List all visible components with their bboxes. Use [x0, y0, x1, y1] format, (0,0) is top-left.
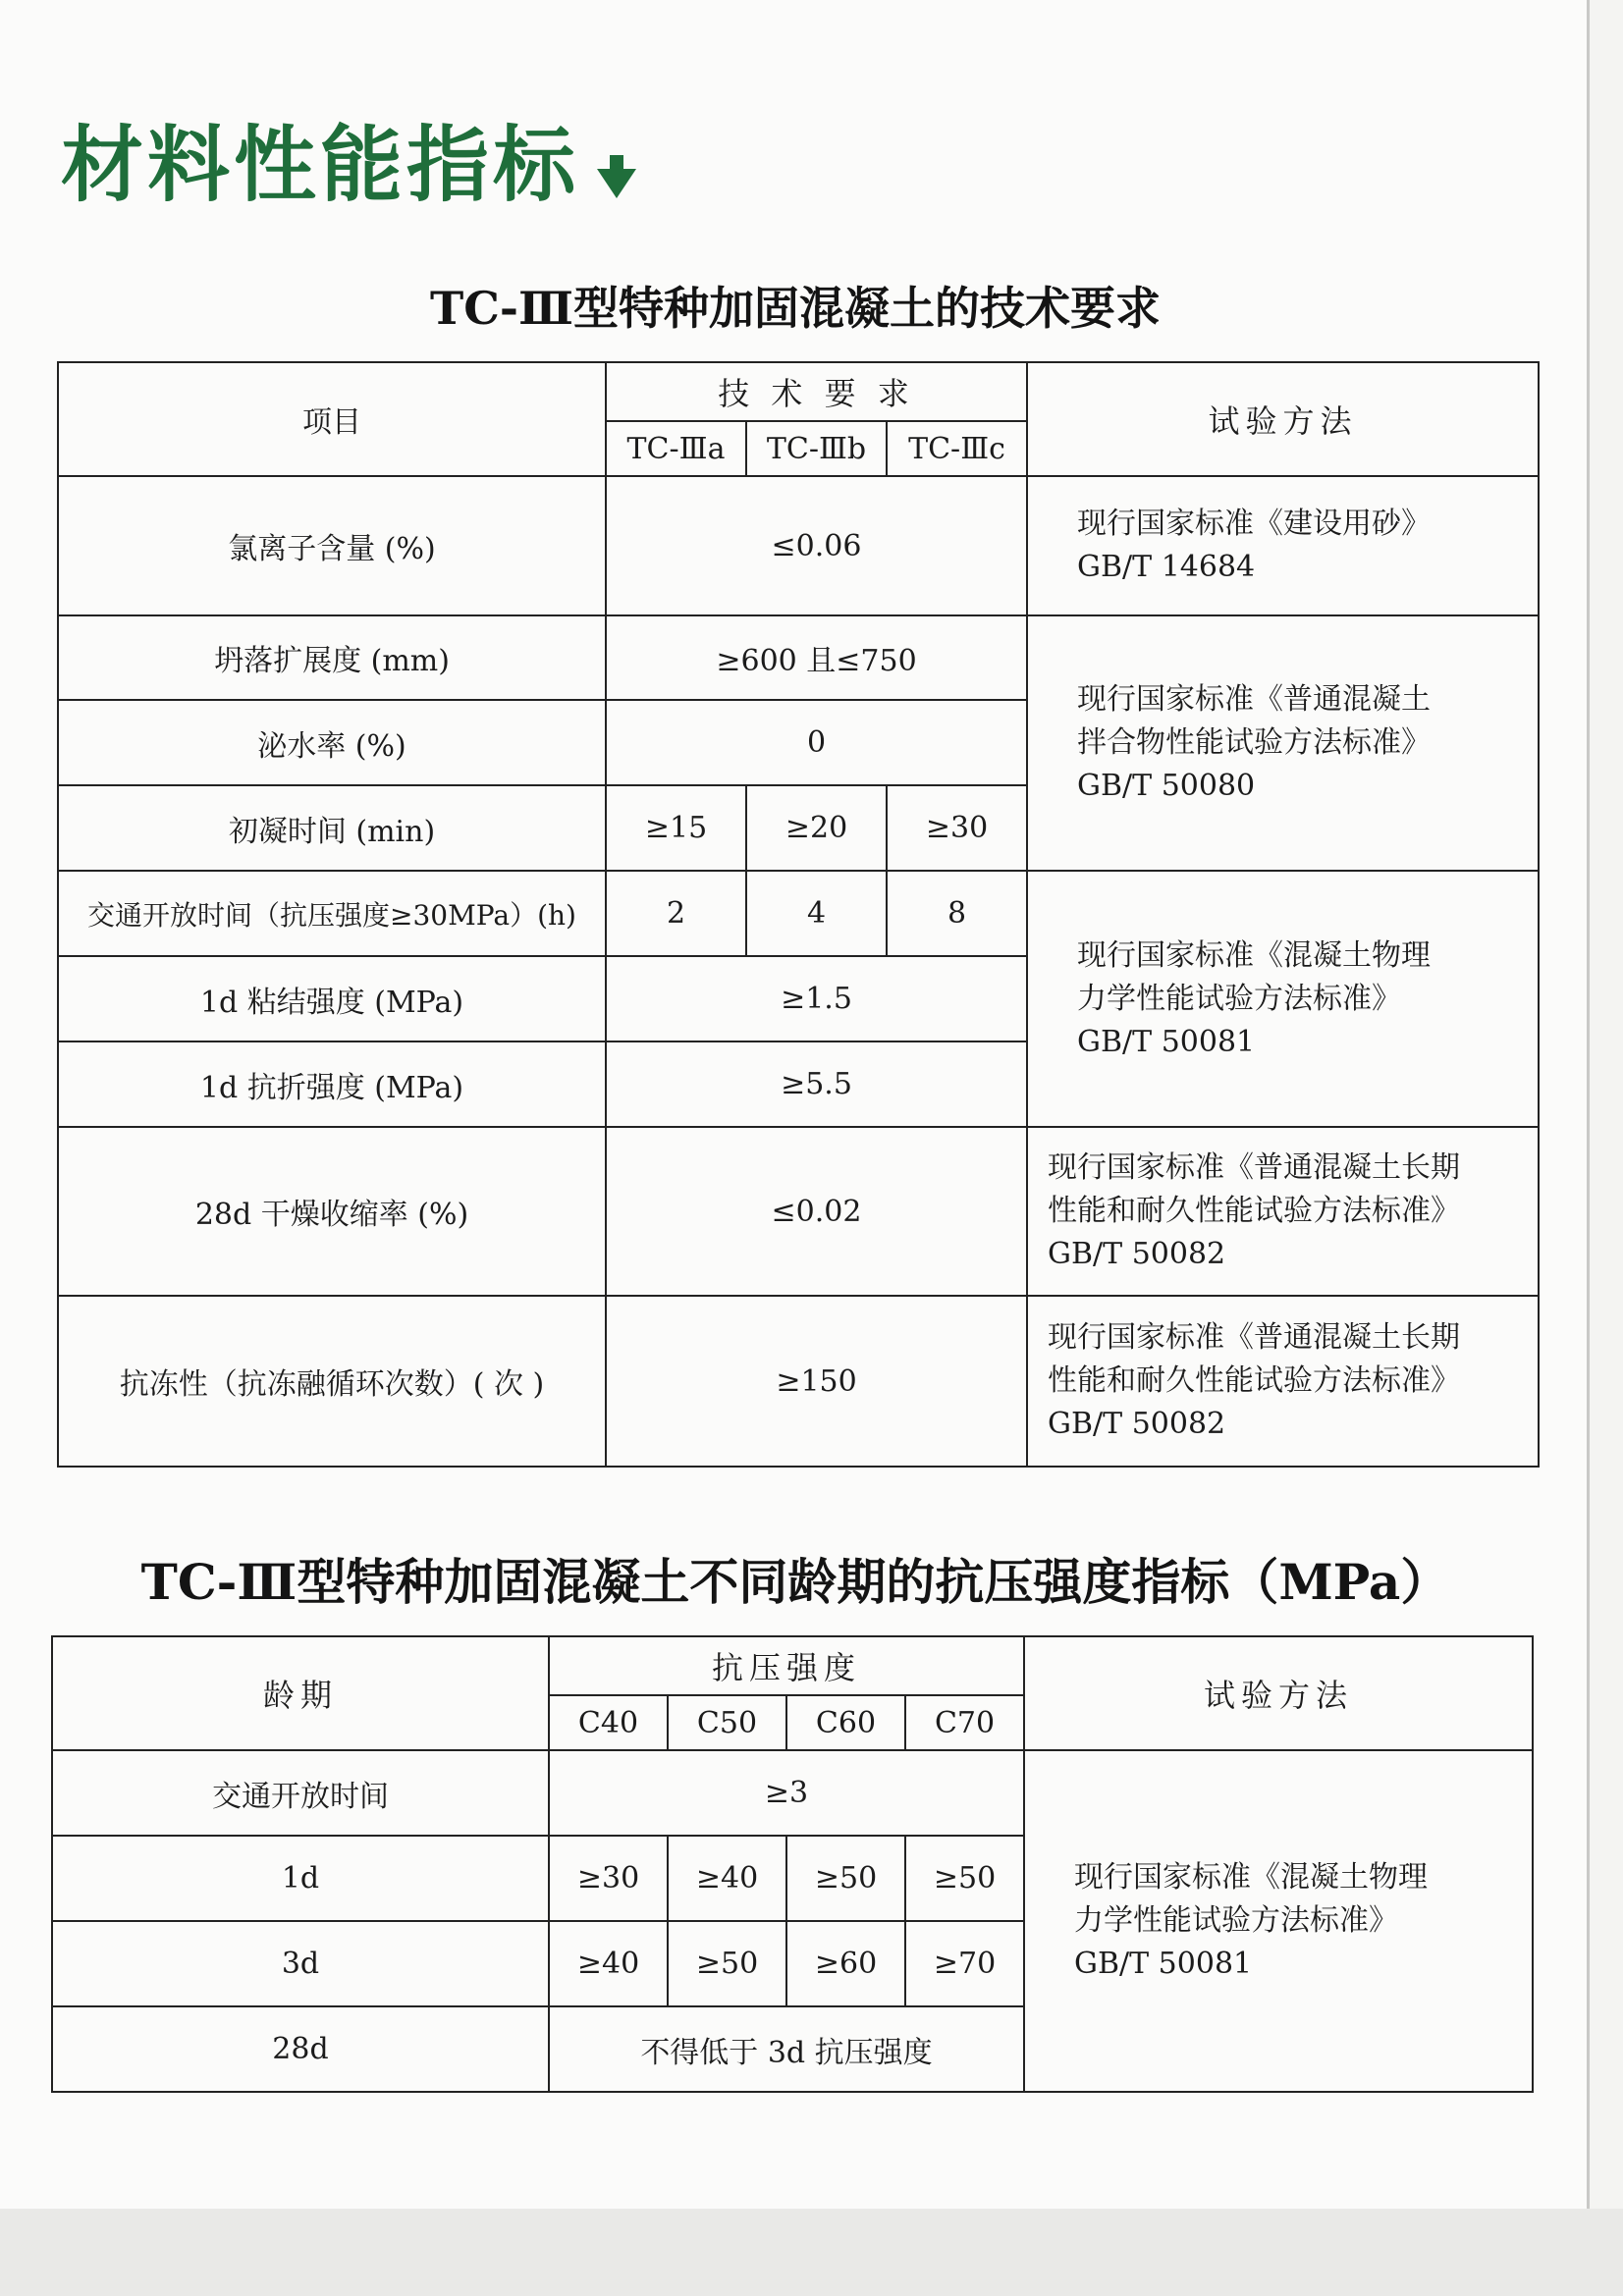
row-test-method: 现行国家标准《混凝土物理 力学性能试验方法标准》 GB/T 50081 — [1027, 871, 1539, 1127]
table2-title: TC-Ⅲ型特种加固混凝土不同龄期的抗压强度指标（MPa） — [140, 1553, 1450, 1611]
row-age: 1d — [52, 1836, 549, 1921]
row-value: ≥30 — [549, 1836, 668, 1921]
row-test-method: 现行国家标准《普通混凝土长期 性能和耐久性能试验方法标准》 GB/T 50082 — [1027, 1296, 1539, 1467]
row-item: 28d 干燥收缩率 (%) — [58, 1127, 606, 1296]
header-type-b: TC-Ⅲb — [746, 421, 887, 476]
row-value: ≥40 — [668, 1836, 786, 1921]
row-item: 初凝时间 (min) — [58, 785, 606, 871]
row-item: 1d 粘结强度 (MPa) — [58, 956, 606, 1041]
row-age: 3d — [52, 1921, 549, 2006]
row-value: ≥30 — [887, 785, 1027, 871]
header-grade-c60: C60 — [786, 1695, 905, 1750]
row-value: ≥150 — [606, 1296, 1027, 1467]
row-value: 2 — [606, 871, 746, 956]
row-age: 交通开放时间 — [52, 1750, 549, 1836]
header-age: 龄期 — [52, 1636, 549, 1750]
header-requirements: 技 术 要 求 — [606, 362, 1027, 421]
row-value: ≥50 — [668, 1921, 786, 2006]
row-test-method: 现行国家标准《普通混凝土长期 性能和耐久性能试验方法标准》 GB/T 50082 — [1027, 1127, 1539, 1296]
header-test-method: 试验方法 — [1027, 362, 1539, 476]
row-value: 不得低于 3d 抗压强度 — [549, 2006, 1024, 2092]
header-grade-c40: C40 — [549, 1695, 668, 1750]
header-grade-c70: C70 — [905, 1695, 1024, 1750]
table-row — [58, 476, 1539, 615]
row-value: ≥50 — [905, 1836, 1024, 1921]
compressive-strength-table — [51, 1635, 1534, 2093]
row-value: ≥20 — [746, 785, 887, 871]
down-triangle-arrow-icon — [597, 155, 636, 198]
row-item: 氯离子含量 (%) — [58, 476, 606, 615]
row-age: 28d — [52, 2006, 549, 2092]
header-compressive-strength: 抗压强度 — [549, 1636, 1024, 1695]
table-row — [58, 1296, 1539, 1467]
table-row — [52, 1750, 1533, 1836]
table-header-row — [52, 1636, 1533, 1695]
row-value: ≥70 — [905, 1921, 1024, 2006]
row-item: 坍落扩展度 (mm) — [58, 615, 606, 700]
row-value: 4 — [746, 871, 887, 956]
row-value: ≥5.5 — [606, 1041, 1027, 1127]
row-test-method: 现行国家标准《建设用砂》 GB/T 14684 — [1027, 476, 1539, 615]
section-title: 材料性能指标 — [61, 117, 580, 213]
row-item: 1d 抗折强度 (MPa) — [58, 1041, 606, 1127]
row-value: ≥50 — [786, 1836, 905, 1921]
row-value: ≤0.06 — [606, 476, 1027, 615]
row-value: ≥3 — [549, 1750, 1024, 1836]
row-test-method: 现行国家标准《混凝土物理 力学性能试验方法标准》 GB/T 50081 — [1024, 1750, 1533, 2092]
table-row — [58, 615, 1539, 700]
row-item: 抗冻性（抗冻融循环次数）( 次 ) — [58, 1296, 606, 1467]
row-item: 交通开放时间（抗压强度≥30MPa）(h) — [58, 871, 606, 956]
table1-title: TC-Ⅲ型特种加固混凝土的技术要求 — [430, 282, 1161, 335]
row-value: ≥40 — [549, 1921, 668, 2006]
row-test-method: 现行国家标准《普通混凝土 拌合物性能试验方法标准》 GB/T 50080 — [1027, 615, 1539, 871]
header-item: 项目 — [58, 362, 606, 476]
row-value: ≥15 — [606, 785, 746, 871]
header-type-a: TC-Ⅲa — [606, 421, 746, 476]
table-header-row — [58, 362, 1539, 421]
row-value: 0 — [606, 700, 1027, 785]
page-edge — [1587, 0, 1590, 2296]
scan-bottom-margin — [0, 2209, 1623, 2296]
row-value: ≥600 且≤750 — [606, 615, 1027, 700]
technical-requirements-table — [57, 361, 1540, 1468]
row-value: ≥60 — [786, 1921, 905, 2006]
header-grade-c50: C50 — [668, 1695, 786, 1750]
table-row — [58, 1127, 1539, 1296]
header-test-method: 试验方法 — [1024, 1636, 1533, 1750]
table-row — [58, 871, 1539, 956]
row-value: ≤0.02 — [606, 1127, 1027, 1296]
row-item: 泌水率 (%) — [58, 700, 606, 785]
row-value: 8 — [887, 871, 1027, 956]
header-type-c: TC-Ⅲc — [887, 421, 1027, 476]
row-value: ≥1.5 — [606, 956, 1027, 1041]
